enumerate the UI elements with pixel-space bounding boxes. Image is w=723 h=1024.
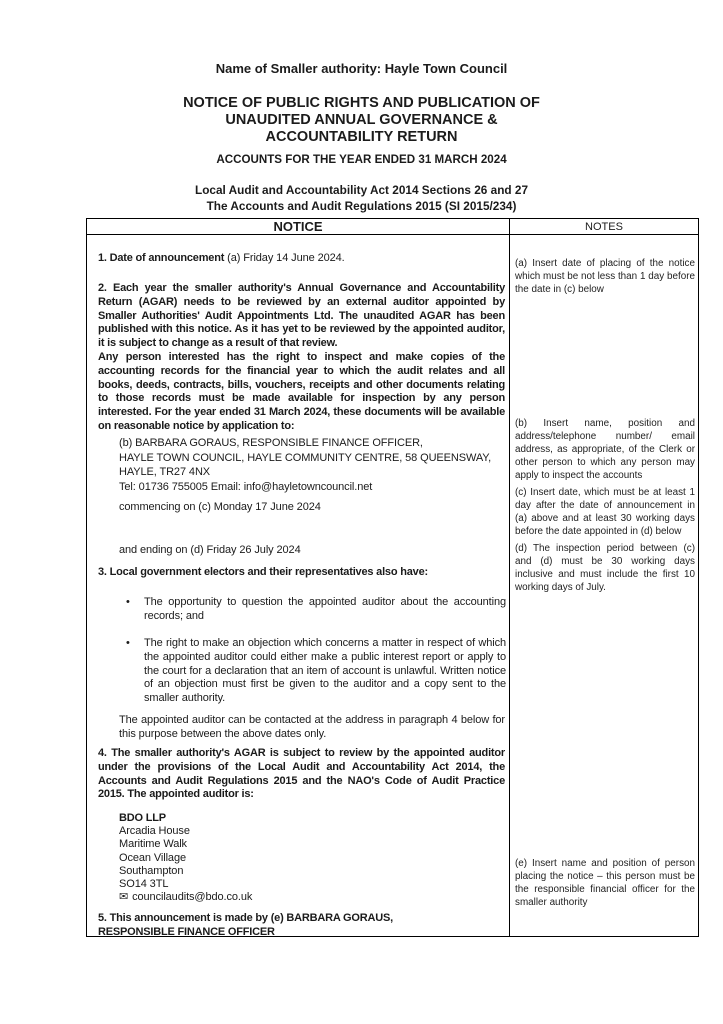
bullet-item-make-objection <box>126 637 506 706</box>
paragraph-3-electors-rights: 3. Local government electors and their representatives also have: <box>98 566 428 578</box>
notice-table <box>86 218 699 937</box>
auditor-email-line <box>119 891 505 904</box>
note-b: (b) Insert name, position and address/telephone number/ email address, as appropriate, of the Clerk or other person to which any person may apply to inspect the accounts <box>515 418 695 481</box>
bullet-icon: • <box>126 596 130 608</box>
auditor-address-line: Arcadia House <box>119 825 190 838</box>
bullet-text-make-objection: The right to make an objection which concerns a matter in respect of which the appointed auditor could either make a public interest report or apply to the court for a declaration that an item of account is unlawful. Written notice of an objection must first be given to the auditor and a copy sent to the smaller authority. <box>144 637 506 705</box>
legislation-reference <box>0 183 723 214</box>
paragraph-2-agar-review <box>98 282 505 434</box>
appointed-auditor-address-block <box>119 812 505 904</box>
contact-name-line: (b) BARBARA GORAUS, RESPONSIBLE FINANCE OFFICER, <box>119 437 423 449</box>
paragraph-1-date-of-announcement <box>98 252 505 266</box>
paragraph-5-line2: RESPONSIBLE FINANCE OFFICER <box>98 926 275 938</box>
bullet-item-question-auditor <box>126 596 506 624</box>
auditor-address-line: Ocean Village <box>119 851 186 864</box>
auditor-postcode-line: SO14 3TL <box>119 878 169 891</box>
inspection-contact-block <box>119 436 505 494</box>
notice-column-header: NOTICE <box>273 219 323 234</box>
auditor-address-line: Maritime Walk <box>119 838 187 851</box>
header-row-border <box>87 234 698 235</box>
authority-name-line: Name of Smaller authority: Hayle Town Council <box>215 61 508 76</box>
bullet-icon: • <box>126 637 130 649</box>
document-title-line3: ACCOUNTABILITY RETURN <box>265 129 458 145</box>
paragraph-1-label: 1. Date of announcement <box>98 252 225 264</box>
legislation-line1: Local Audit and Accountability Act 2014 Sections 26 and 27 <box>194 183 529 197</box>
auditor-email-address: councilaudits@bdo.co.uk <box>132 891 253 904</box>
document-title-line1: NOTICE OF PUBLIC RIGHTS AND PUBLICATION OF <box>183 95 540 111</box>
note-c: (c) Insert date, which must be at least 1 day after the date of announcement in (a) above and at least 30 working days before the date appointed in (d) below <box>515 487 695 537</box>
note-d: (d) The inspection period between (c) and (d) must be 30 working days inclusive and must include the first 10 working days of July. <box>515 543 695 593</box>
auditor-contact-note: The appointed auditor can be contacted at the address in paragraph 4 below for this purpose between the above dates only. <box>119 714 505 740</box>
auditor-address-line: Southampton <box>119 864 184 877</box>
legislation-line2: The Accounts and Audit Regulations 2015 (SI 2015/234) <box>206 198 517 213</box>
contact-tel-email-line: Tel: 01736 755005 Email: info@hayletowncouncil.net <box>119 480 373 493</box>
paragraph-5-announcement-by <box>98 911 505 939</box>
paragraph-2-part2: Any person interested has the right to inspect and make copies of the accounting records for the financial year to which the audit relates and all books, deeds, contracts, bills, vouchers, receipts and other documents relating to those records must be made available for inspection by any person interested. For the year ended 31 March 2024, these documents will be available on reasonable notice by application to: <box>98 350 505 432</box>
contact-address-line2: HAYLE, TR27 4NX <box>119 466 211 478</box>
paragraph-4-agar-review-provisions: 4. The smaller authority's AGAR is subject to review by the appointed auditor under the provisions of the Local Audit and Accountability Act 2014, the Accounts and Audit Regulations 2015 and the NAO's Code of Audit Practice 2015. The appointed auditor is: <box>98 747 505 801</box>
document-title <box>0 95 723 146</box>
commencing-date-line: commencing on (c) Monday 17 June 2024 <box>119 501 321 513</box>
note-e: (e) Insert name and position of person placing the notice – this person must be the responsible financial officer for the smaller authority <box>515 858 695 908</box>
paragraph-5-line1: 5. This announcement is made by (e) BARBARA GORAUS, <box>98 912 393 924</box>
bullet-text-question-auditor: The opportunity to question the appointed auditor about the accounting records; and <box>144 596 506 622</box>
note-a: (a) Insert date of placing of the notice which must be not less than 1 day before the date in (c) below <box>515 258 695 295</box>
paragraph-1-date-value: (a) Friday 14 June 2024. <box>224 252 345 264</box>
notes-column-header: NOTES <box>585 221 623 233</box>
envelope-icon: ✉ <box>119 891 129 904</box>
ending-date-line: and ending on (d) Friday 26 July 2024 <box>119 544 301 556</box>
auditor-name: BDO LLP <box>119 812 166 824</box>
document-title-line2: UNAUDITED ANNUAL GOVERNANCE & <box>225 112 498 128</box>
column-divider <box>509 219 510 936</box>
paragraph-2-part1: 2. Each year the smaller authority's Annual Governance and Accountability Return (AGAR) needs to be reviewed by an external auditor appointed by Smaller Authorities' Audit Appointments Ltd. The unaudited AGAR has been published with this notice. As it has yet to be reviewed by the appointed auditor, it is subject to change as a result of that review. <box>98 282 505 350</box>
contact-address-line1: HAYLE TOWN COUNCIL, HAYLE COMMUNITY CENTRE, 58 QUEENSWAY, <box>119 451 492 464</box>
accounts-year-subtitle: ACCOUNTS FOR THE YEAR ENDED 31 MARCH 2024 <box>216 153 507 166</box>
